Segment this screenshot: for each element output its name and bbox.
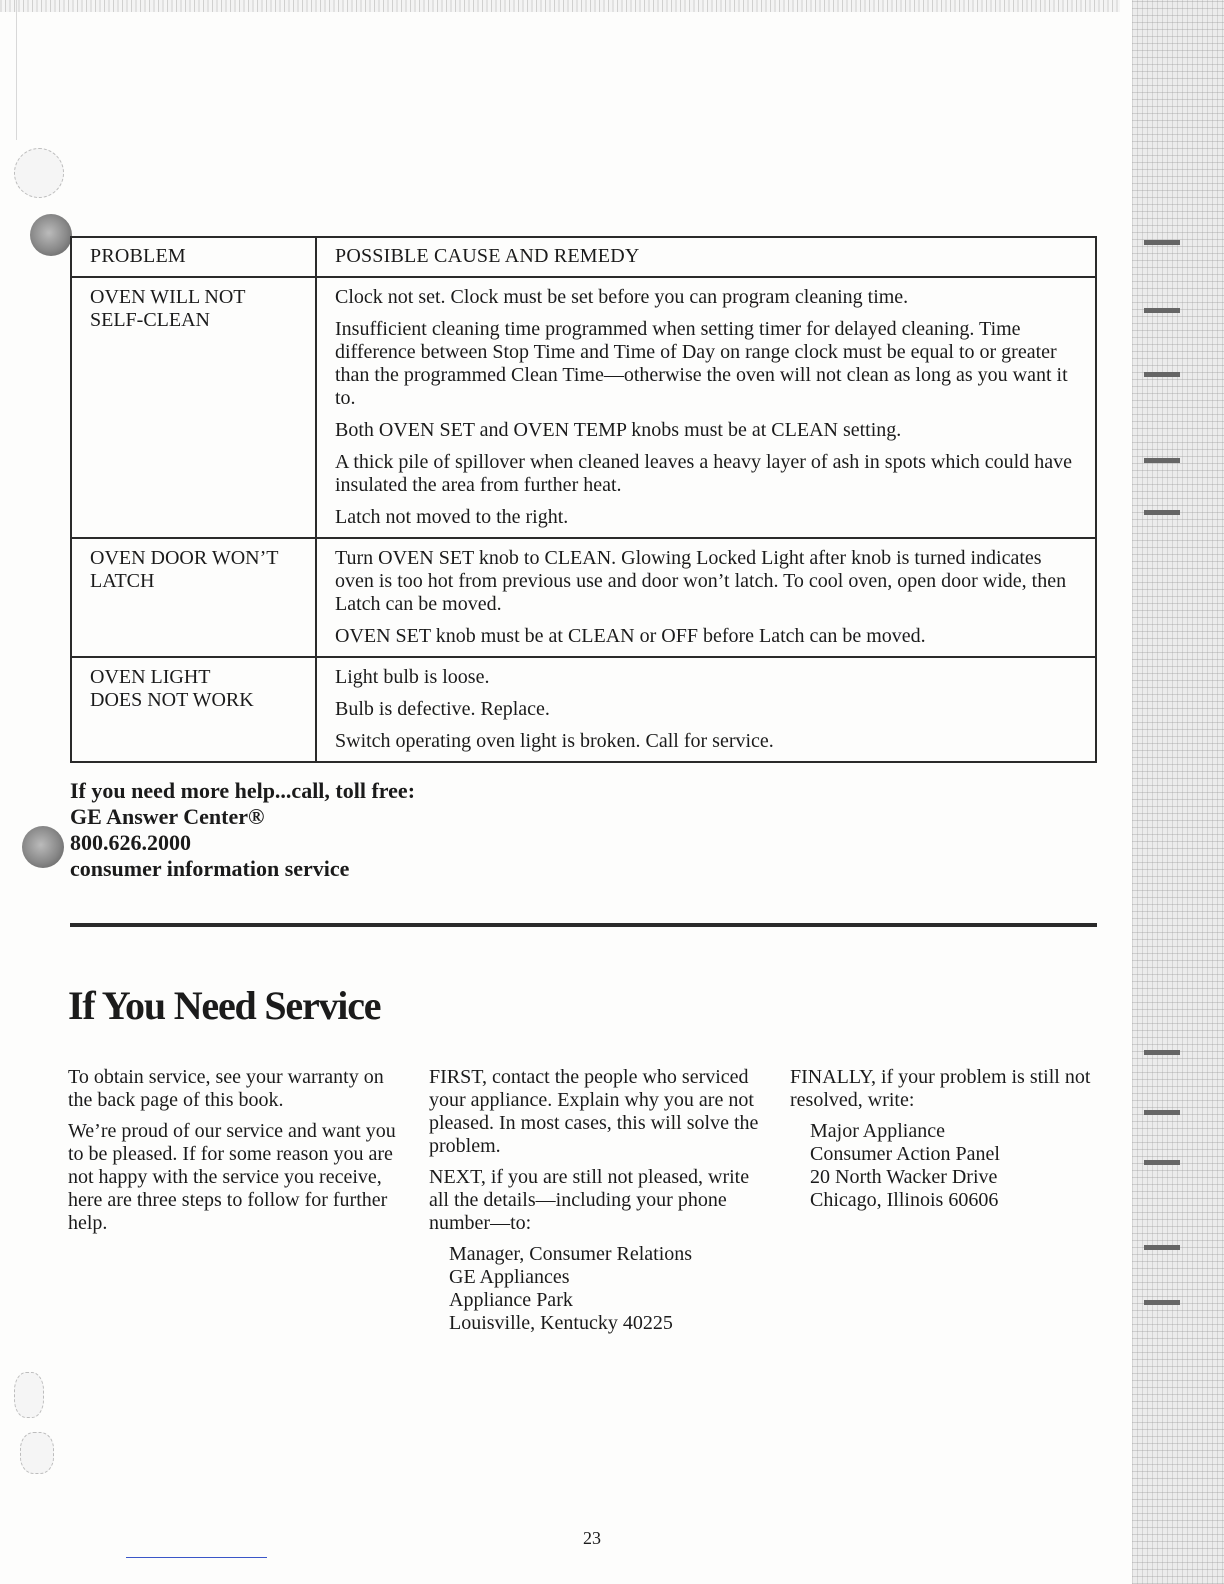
problem-text: OVEN DOOR WON’T [90,547,279,569]
service-column-3 [790,1066,1100,1212]
scan-mark [1144,510,1180,515]
remedy-text: Latch not moved to the right. [335,506,569,528]
scan-mark [1144,372,1180,377]
scan-mark [1144,1110,1180,1115]
scan-edge-right [1132,0,1224,1584]
remedy-text: Turn OVEN SET knob to CLEAN. Glowing Locked Light after knob is turned indicates oven is too hot from previous use and door won’t latch. To cool oven, open door wide, then Latch can be moved. [335,547,1067,615]
page-number: 23 [583,1528,601,1548]
problem-text: LATCH [90,570,155,592]
table-row [71,277,1096,538]
help-contact-block [70,778,415,882]
punch-hole-icon [14,148,64,198]
punch-hole-icon [20,1432,54,1474]
remedy-cell [316,657,1096,762]
address-line: Consumer Action Panel [810,1143,1000,1165]
paragraph: NEXT, if you are still not pleased, write all the details—including your phone number—to: [429,1166,750,1234]
remedy-text: Light bulb is loose. [335,666,490,688]
scan-mark [1144,1245,1180,1250]
remedy-text: Insufficient cleaning time programmed when setting timer for delayed cleaning. Time difference between Stop Time and Time of Day on range clock must be equal to or greater than the programmed Clean Time—otherwise the oven will not clean as long as you want it to. [335,318,1068,409]
remedy-text: A thick pile of spillover when cleaned leaves a heavy layer of ash in spots which could have insulated the area from further heat. [335,451,1072,496]
problem-cell [71,277,316,538]
address-line: Appliance Park [449,1289,573,1311]
scan-edge-top [0,0,1120,12]
address-line: Chicago, Illinois 60606 [810,1189,999,1211]
service-description: consumer information service [70,856,350,881]
table-header-row [71,237,1096,277]
punch-hole-icon [22,826,64,868]
address-action-panel [810,1120,1100,1212]
address-line: Louisville, Kentucky 40225 [449,1312,673,1334]
paragraph: FINALLY, if your problem is still not resolved, write: [790,1066,1091,1111]
punch-hole-icon [14,1372,44,1418]
address-line: Manager, Consumer Relations [449,1243,693,1265]
help-heading: If you need more help...call, toll free: [70,778,416,803]
problem-text: SELF-CLEAN [90,309,210,331]
link-underline [126,1557,267,1558]
address-line: GE Appliances [449,1266,570,1288]
table-row [71,657,1096,762]
troubleshooting-table [70,236,1097,763]
scan-mark [1144,458,1180,463]
header-problem: PROBLEM [71,237,316,277]
remedy-text: OVEN SET knob must be at CLEAN or OFF before Latch can be moved. [335,625,926,647]
answer-center-name: GE Answer Center® [70,804,265,829]
section-divider [70,923,1097,927]
service-column-2 [429,1066,759,1335]
remedy-text: Both OVEN SET and OVEN TEMP knobs must be at CLEAN setting. [335,419,902,441]
scan-edge-left [16,0,17,140]
remedy-text: Switch operating oven light is broken. Call for service. [335,730,774,752]
remedy-text: Clock not set. Clock must be set before you can program cleaning time. [335,286,909,308]
service-column-1 [68,1066,398,1243]
scan-mark [1144,308,1180,313]
address-line: Major Appliance [810,1120,945,1142]
problem-cell [71,657,316,762]
scan-mark [1144,1300,1180,1305]
scan-mark [1144,1160,1180,1165]
paragraph: FIRST, contact the people who serviced your appliance. Explain why you are not pleased. In most cases, this will solve the problem. [429,1066,759,1157]
paragraph: To obtain service, see your warranty on the back page of this book. [68,1066,384,1111]
remedy-text: Bulb is defective. Replace. [335,698,550,720]
address-line: 20 North Wacker Drive [810,1166,998,1188]
scan-mark [1144,1050,1180,1055]
remedy-cell [316,277,1096,538]
problem-text: DOES NOT WORK [90,689,254,711]
punch-hole-icon [30,214,72,256]
problem-cell [71,538,316,657]
page-title: If You Need Service [68,983,381,1028]
address-consumer-relations [449,1243,759,1335]
scan-mark [1144,240,1180,245]
paragraph: We’re proud of our service and want you to be pleased. If for some reason you are not happy with the service you receive, here are three steps to follow for further help. [68,1120,396,1234]
remedy-cell [316,538,1096,657]
phone-number: 800.626.2000 [70,830,191,855]
header-cause-remedy: POSSIBLE CAUSE AND REMEDY [316,237,1096,277]
problem-text: OVEN WILL NOT [90,286,246,308]
table-row [71,538,1096,657]
problem-text: OVEN LIGHT [90,666,211,688]
